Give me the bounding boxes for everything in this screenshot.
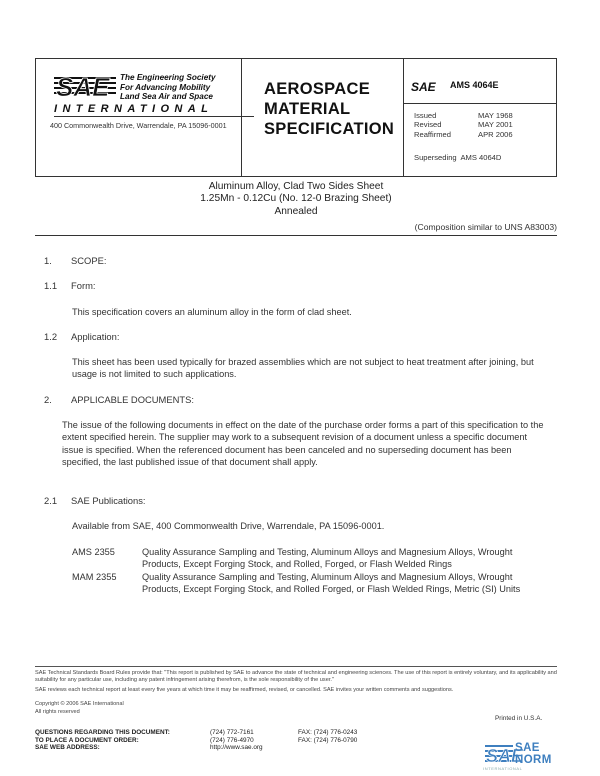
subject-line: Aluminum Alloy, Clad Two Sides Sheet [208, 181, 384, 192]
tagline-line: The Engineering Society [120, 73, 216, 82]
section-heading [44, 331, 119, 343]
section-paragraph: This sheet has been used typically for brazed assemblies which are not subject to heat treatment after joining, but usage is not limited to such applications. [72, 357, 534, 380]
watermark-subtext: INTERNATIONAL [483, 766, 523, 771]
international-label: INTERNATIONAL [54, 103, 214, 115]
review-notice: SAE reviews each technical report at least every five years at which time it may be reaffirmed, revised, or cancelled. SAE invites your written comments and suggestions. [35, 687, 454, 693]
standards-board-notice: SAE Technical Standards Board Rules provide that: "This report is published by SAE to advance the state of technical and engineering sciences. The use of this report is entirely voluntary, and its applicability and suitability for any particular use, including any patent infringement arising therefrom, is the sole responsibility of the user." [35, 670, 557, 684]
document-type-title [264, 79, 394, 139]
title-line: MATERIAL [264, 100, 351, 118]
contact-phone: (724) 772-7161 [210, 729, 254, 736]
subject-rule [35, 235, 557, 236]
spec-header [35, 58, 557, 177]
reaffirmed-value: APR 2006 [478, 129, 513, 139]
watermark-label: SAE NORM [515, 742, 552, 766]
section-title: SAE Publications: [71, 495, 146, 506]
svg-text:SAE: SAE [486, 746, 524, 766]
svg-text:SAE: SAE [411, 80, 436, 93]
reference-code: MAM 2355 [72, 572, 117, 582]
contact-fax: FAX: (724) 776-0243 [298, 729, 358, 736]
contact-label: QUESTIONS REGARDING THIS DOCUMENT: [35, 729, 170, 736]
footer-rule [35, 666, 557, 667]
reaffirmed-label: Reaffirmed [414, 129, 452, 139]
issued-label: Issued [414, 111, 437, 120]
section-title: Form: [71, 280, 96, 291]
title-line: SPECIFICATION [264, 120, 395, 138]
org-address: 400 Commonwealth Drive, Warrendale, PA 15096-0001 [50, 121, 227, 130]
header-divider [241, 59, 242, 176]
section-number: 2. [44, 394, 52, 405]
contact-fax: FAX: (724) 776-0790 [298, 736, 358, 744]
sae-mini-logo [411, 80, 437, 93]
reference-title: Quality Assurance Sampling and Testing, Aluminum Alloys and Magnesium Alloys, Wrought Products, Except Forging Stock, and Rolled, Forged, or Flash Welded Rings [142, 547, 513, 569]
section-number: 1. [44, 255, 52, 266]
section-heading [44, 280, 95, 292]
org-tagline [120, 73, 216, 102]
section-paragraph: Available from SAE, 400 Commonwealth Drive, Warrendale, PA 15096-0001. [72, 521, 385, 531]
subject-line: 1.25Mn - 0.12Cu (No. 12-0 Brazing Sheet) [200, 193, 392, 205]
svg-text:SAE: SAE [56, 73, 110, 101]
tagline-line: Land Sea Air and Space [120, 92, 213, 102]
tagline-line: For Advancing Mobility [120, 82, 211, 92]
reference-entry [72, 571, 547, 595]
section-paragraph: This specification covers an aluminum alloy in the form of clad sheet. [72, 307, 352, 317]
header-divider [403, 103, 556, 104]
section-title: APPLICABLE DOCUMENTS: [71, 394, 194, 405]
header-divider [403, 59, 404, 176]
contact-block [35, 729, 388, 752]
reference-entry [72, 546, 547, 570]
title-line: AEROSPACE [264, 80, 370, 98]
issued-value: MAY 1968 [478, 111, 513, 120]
section-number: 2.1 [44, 495, 58, 506]
section-number: 1.1 [44, 280, 58, 291]
section-paragraph: The issue of the following documents in effect on the date of the purchase order forms a part of this specification to the extent specified herein. The supplier may work to a subsequent revision of a document unless a specific document issue is specified. When the referenced document has been canceled and no superseding document has been specified, the last published issue of that document shall apply. [62, 420, 544, 468]
document-page [35, 58, 557, 771]
section-title: SCOPE: [71, 255, 107, 266]
section-number: 1.2 [44, 331, 58, 342]
section-heading [44, 394, 194, 406]
printed-in: Printed in U.S.A. [495, 715, 543, 722]
watermark-text [515, 742, 557, 766]
composition-note: (Composition similar to UNS A83003) [414, 222, 557, 232]
sae-logo [54, 73, 118, 101]
section-heading [44, 495, 146, 507]
subject-line: Annealed [274, 205, 318, 217]
reference-code: AMS 2355 [72, 547, 115, 557]
revision-dates [414, 111, 513, 139]
revised-label: Revised [414, 120, 442, 130]
rights-notice: All rights reserved [35, 709, 80, 715]
document-number: AMS 4064E [450, 80, 499, 90]
reference-title: Quality Assurance Sampling and Testing, Aluminum Alloys and Magnesium Alloys, Wrought Products, Except Forging Stock, and Rolled Forged, or Flash Welded Rings, Metric (SI) Units [142, 572, 521, 594]
contact-label: SAE WEB ADDRESS: [35, 744, 100, 752]
section-heading [44, 255, 106, 267]
superseding-note: Superseding AMS 4064D [414, 153, 502, 162]
section-title: Application: [71, 331, 120, 342]
revised-value: MAY 2001 [478, 120, 513, 130]
web-address-link[interactable]: http://www.sae.org [210, 744, 263, 752]
international-rule [54, 116, 254, 117]
contact-phone: (724) 776-4970 [210, 736, 254, 744]
contact-label: TO PLACE A DOCUMENT ORDER: [35, 736, 139, 744]
material-subject [35, 181, 557, 218]
copyright-notice: Copyright © 2006 SAE International [35, 701, 124, 707]
